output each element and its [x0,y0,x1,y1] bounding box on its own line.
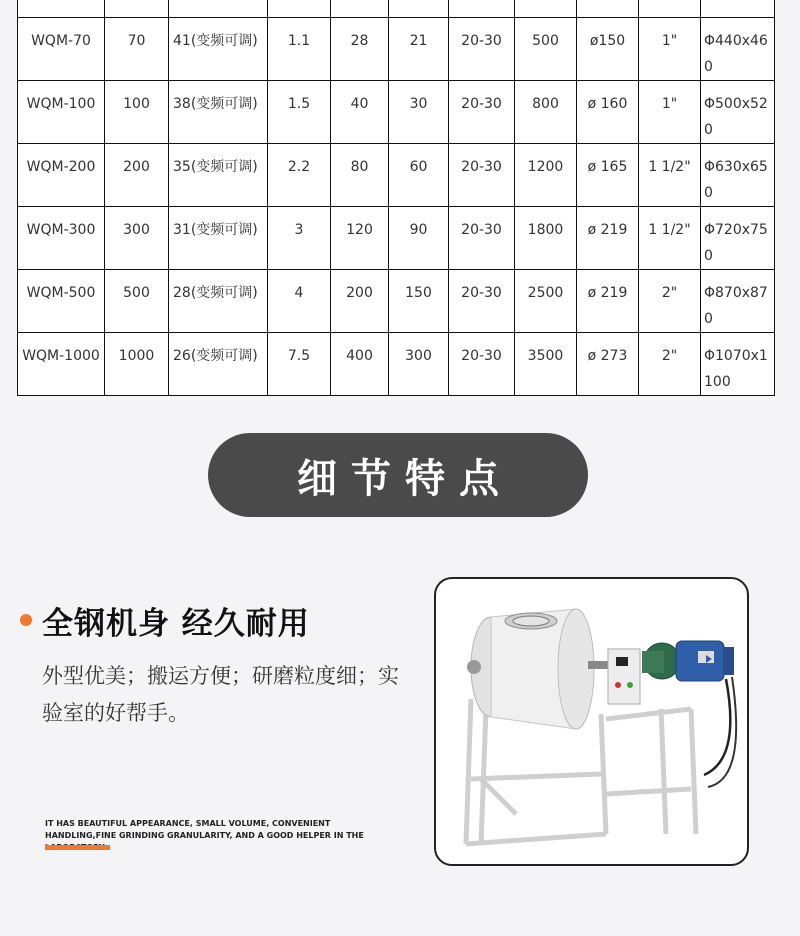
table-cell: 26(变频可调) [169,333,268,396]
table-cell: ø 273 [577,333,639,396]
table-cell: 200 [105,144,169,207]
table-row [18,207,775,270]
feature-english-caption: IT HAS BEAUTIFUL APPEARANCE, SMALL VOLUME, CONVENIENT HANDLING,FINE GRINDING GRANULARITY, AND A GOOD HELPER IN THE [45,819,364,840]
table-cell [577,0,639,18]
spec-table [17,0,775,396]
table-cell: 300 [105,207,169,270]
table-cell: WQM-300 [18,207,105,270]
feature-description: 外型优美；搬运方便；研磨粒度细；实验室的好帮手。 [42,664,399,725]
table-cell: 3 [268,207,331,270]
table-cell: 300 [389,333,449,396]
table-cell: 2" [639,333,701,396]
accent-bar [45,845,110,850]
table-cell: 400 [331,333,389,396]
table-header-row [18,0,775,18]
bullet-dot-icon [20,614,32,626]
table-cell: 60 [389,144,449,207]
table-cell: 1.1 [268,18,331,81]
table-cell: 7.5 [268,333,331,396]
table-cell: 20-30 [449,207,515,270]
table-cell: 70 [105,18,169,81]
table-cell: 4 [268,270,331,333]
table-cell: ø 165 [577,144,639,207]
table-cell: 1" [639,81,701,144]
table-cell: 20-30 [449,333,515,396]
table-cell: 500 [105,270,169,333]
table-cell: 20-30 [449,18,515,81]
table-cell: 1000 [105,333,169,396]
table-cell: 500 [515,18,577,81]
product-photo [434,577,749,866]
table-cell: 3500 [515,333,577,396]
table-cell: 41(变频可调) [169,18,268,81]
table-cell: WQM-100 [18,81,105,144]
table-cell: Φ440x460 [701,18,775,81]
table-cell [449,0,515,18]
table-cell: 21 [389,18,449,81]
table-cell: 1200 [515,144,577,207]
table-cell: 1 1/2" [639,207,701,270]
table-cell: WQM-1000 [18,333,105,396]
table-cell [169,0,268,18]
table-cell: ø 160 [577,81,639,144]
table-row [18,18,775,81]
table-cell: 30 [389,81,449,144]
table-cell: 90 [389,207,449,270]
table-row [18,270,775,333]
table-cell: ø 219 [577,207,639,270]
table-cell [639,0,701,18]
table-cell: ø 219 [577,270,639,333]
table-cell: 2" [639,270,701,333]
table-cell: 28 [331,18,389,81]
table-cell: 20-30 [449,81,515,144]
table-cell: WQM-200 [18,144,105,207]
table-cell: 40 [331,81,389,144]
table-cell [105,0,169,18]
table-cell: 1800 [515,207,577,270]
table-cell [331,0,389,18]
section-title-pill: 细节特点 [208,433,588,517]
table-cell: 31(变频可调) [169,207,268,270]
table-cell: 800 [515,81,577,144]
table-cell: 100 [105,81,169,144]
table-row [18,144,775,207]
table-cell: Φ870x870 [701,270,775,333]
table-row [18,81,775,144]
table-cell: 2.2 [268,144,331,207]
table-cell: 1.5 [268,81,331,144]
table-cell: 150 [389,270,449,333]
table-cell: 38(变频可调) [169,81,268,144]
table-cell: 2500 [515,270,577,333]
table-cell [18,0,105,18]
table-cell: Φ630x650 [701,144,775,207]
feature-heading: 全钢机身 经久耐用 [42,606,310,642]
ball-mill-illustration [436,579,747,864]
table-cell [389,0,449,18]
table-cell [515,0,577,18]
table-cell: 28(变频可调) [169,270,268,333]
table-cell: 35(变频可调) [169,144,268,207]
table-cell: Φ720x750 [701,207,775,270]
table-cell: WQM-500 [18,270,105,333]
table-cell: ø150 [577,18,639,81]
table-cell [268,0,331,18]
table-row [18,333,775,396]
table-cell: 1" [639,18,701,81]
table-cell: 20-30 [449,270,515,333]
table-cell: 200 [331,270,389,333]
table-cell: Φ500x520 [701,81,775,144]
table-cell: 80 [331,144,389,207]
table-cell: Φ1070x1100 [701,333,775,396]
table-cell: WQM-70 [18,18,105,81]
table-cell [701,0,775,18]
table-cell: 1 1/2" [639,144,701,207]
table-cell: 120 [331,207,389,270]
table-cell: 20-30 [449,144,515,207]
